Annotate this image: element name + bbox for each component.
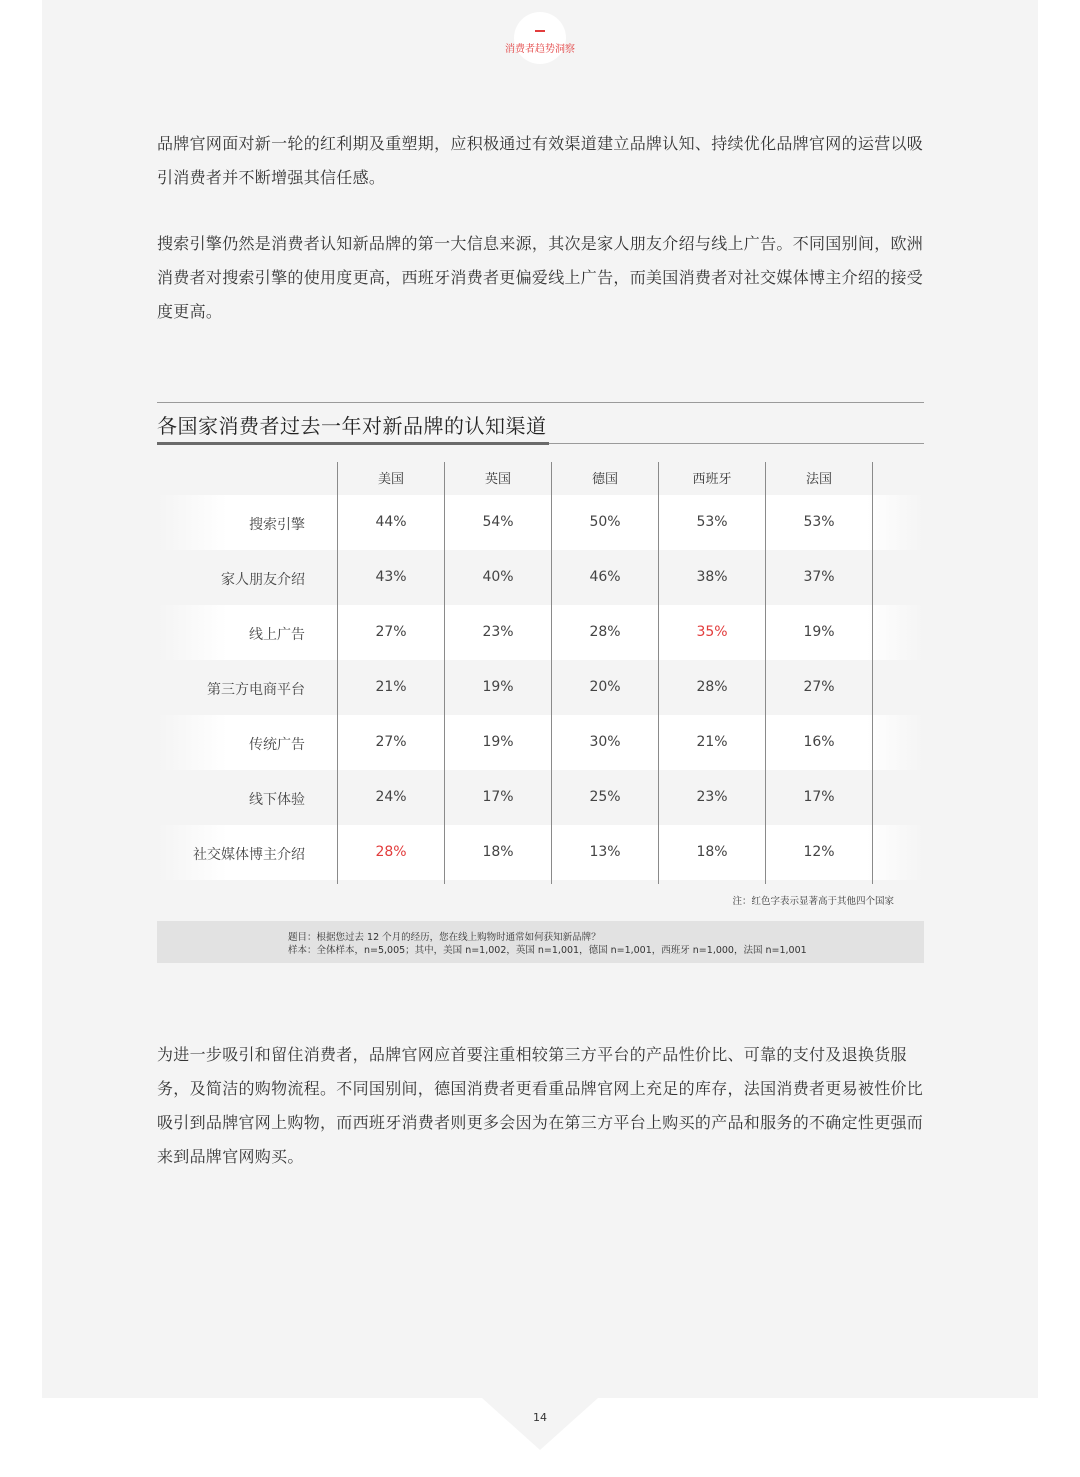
section-dash <box>535 30 545 32</box>
table-column-header: 美国 <box>377 472 404 487</box>
paragraph-retention: 为进一步吸引和留住消费者，品牌官网应首要注重相较第三方平台的产品性价比、可靠的支付及退换货服务，及简洁的购物流程。不同国别间，德国消费者更看重品牌官网上充足的库存，法国消费者更易被性价比吸引到品牌官网上购物，而西班牙消费者则更多会因为在第三方平台上购买的产品和服务的不确定性更强而来到品牌官网购买。 <box>157 1045 924 1166</box>
source-sample: 样本：全体样本，n=5,005；其中，美国 n=1,002，英国 n=1,001，德国 n=1,001，西班牙 n=1,000，法国 n=1,001 <box>288 945 807 956</box>
table-cell: 28% <box>375 844 407 860</box>
paragraph-search: 搜索引擎仍然是消费者认知新品牌的第一大信息来源，其次是家人朋友介绍与线上广告。不同国别间，欧洲消费者对搜索引擎的使用度更高，西班牙消费者更偏爱线上广告，而美国消费者对社交媒体博主介绍的接受度更高。 <box>157 234 924 321</box>
table-cell: 46% <box>589 569 621 585</box>
table-cell: 17% <box>482 789 514 805</box>
table-cell: 54% <box>482 514 514 530</box>
table-cell: 53% <box>803 514 835 530</box>
table-row-label: 社交媒体博主介绍 <box>193 847 305 863</box>
table-cell: 43% <box>375 569 407 585</box>
table-cell: 21% <box>696 734 728 750</box>
table-cell: 35% <box>696 624 728 640</box>
channel-table <box>157 462 924 884</box>
source-box <box>157 921 924 963</box>
table-cell: 27% <box>803 679 835 695</box>
table-cell: 17% <box>803 789 835 805</box>
table-cell: 23% <box>482 624 514 640</box>
table-row-label: 传统广告 <box>249 737 305 753</box>
table-cell: 21% <box>375 679 407 695</box>
table-cell: 19% <box>482 734 514 750</box>
table-column-divider <box>872 462 873 884</box>
source-question: 题目：根据您过去 12 个月的经历，您在线上购物时通常如何获知新品牌？ <box>288 932 601 943</box>
table-row-label: 搜索引擎 <box>249 517 305 533</box>
table-cell: 53% <box>696 514 728 530</box>
section-label: 消费者趋势洞察 <box>505 44 575 55</box>
table-cell: 30% <box>589 734 621 750</box>
table-cell: 23% <box>696 789 728 805</box>
chart-title: 各国家消费者过去一年对新品牌的认知渠道 <box>157 414 547 438</box>
table-cell: 18% <box>482 844 514 860</box>
table-cell: 27% <box>375 624 407 640</box>
table-cell: 38% <box>696 569 728 585</box>
table-cell: 28% <box>696 679 728 695</box>
chart-title-accent <box>157 442 549 445</box>
table-cell: 24% <box>375 789 407 805</box>
table-cell: 37% <box>803 569 835 585</box>
footer-tab <box>482 1398 598 1450</box>
table-cell: 44% <box>375 514 407 530</box>
table-cell: 25% <box>589 789 621 805</box>
table-column-header: 西班牙 <box>692 472 732 487</box>
table-cell: 19% <box>803 624 835 640</box>
table-column-header: 德国 <box>591 472 618 487</box>
table-cell: 16% <box>803 734 835 750</box>
table-cell: 18% <box>696 844 728 860</box>
page-number: 14 <box>533 1411 547 1424</box>
table-cell: 28% <box>589 624 621 640</box>
table-cell: 19% <box>482 679 514 695</box>
table-note: 注：红色字表示显著高于其他四个国家 <box>732 896 894 907</box>
table-row-label: 家人朋友介绍 <box>221 572 305 588</box>
table-row-label: 线下体验 <box>249 792 305 808</box>
section-badge <box>514 12 566 64</box>
table-cell: 40% <box>482 569 514 585</box>
table-cell: 12% <box>803 844 835 860</box>
table-cell: 20% <box>589 679 621 695</box>
table-column-header: 法国 <box>805 472 832 487</box>
table-cell: 13% <box>589 844 621 860</box>
table-row-label: 第三方电商平台 <box>207 682 305 698</box>
table-column-header: 英国 <box>484 472 511 487</box>
table-row-label: 线上广告 <box>249 627 305 643</box>
paragraph-intro: 品牌官网面对新一轮的红利期及重塑期，应积极通过有效渠道建立品牌认知、持续优化品牌官网的运营以吸引消费者并不断增强其信任感。 <box>157 134 924 187</box>
chart-title-rule-top <box>157 402 924 403</box>
table-cell: 50% <box>589 514 621 530</box>
table-cell: 27% <box>375 734 407 750</box>
